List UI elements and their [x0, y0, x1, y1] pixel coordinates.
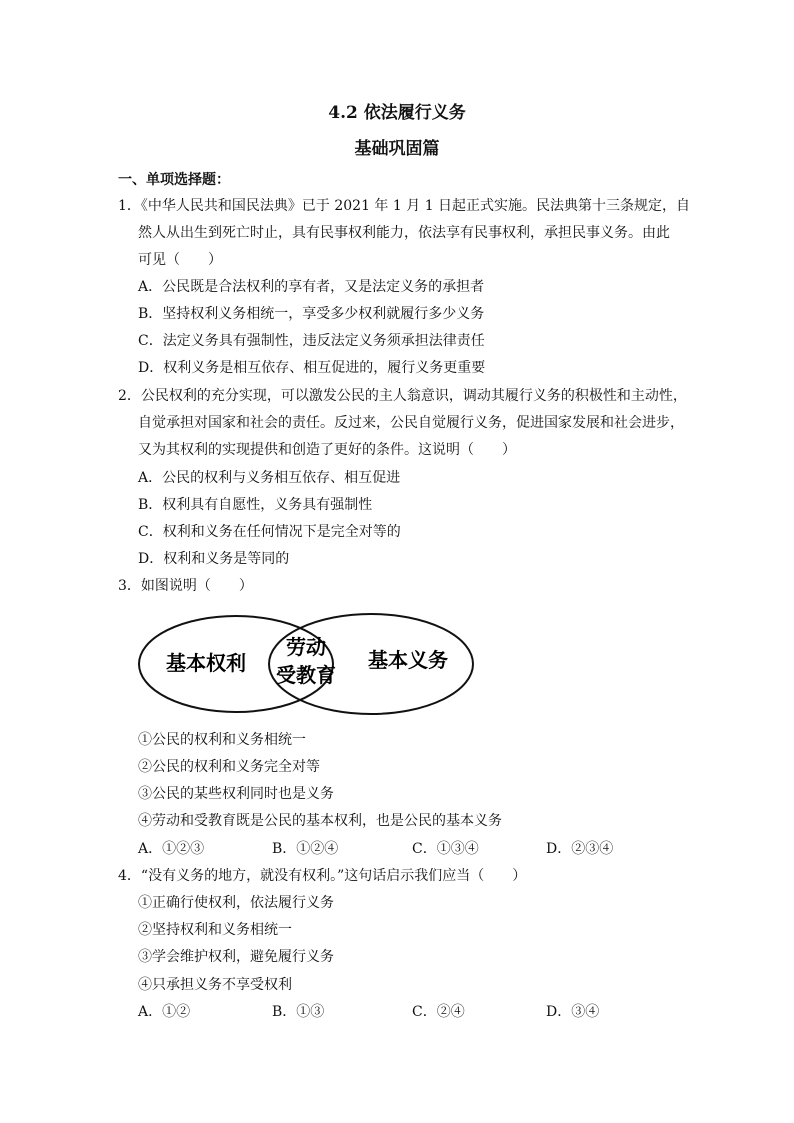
question-3-statement-1: ①公民的权利和义务相统一	[138, 732, 306, 748]
question-3-stem: 3．如图说明（ ）	[118, 578, 253, 594]
question-1-option-a: A．公民既是合法权利的享有者，又是法定义务的承担者	[138, 279, 485, 295]
question-2-option-c: C．权利和义务在任何情况下是完全对等的	[138, 524, 401, 540]
question-4-choice-c: C．②④	[412, 1004, 465, 1020]
question-4-stem: 4．“没有义务的地方，就没有权利。”这句话启示我们应当（ ）	[118, 868, 527, 884]
page-title: 4.2 依法履行义务	[328, 103, 466, 123]
question-2-stem-line-2: 自觉承担对国家和社会的责任。反过来，公民自觉履行义务，促进国家发展和社会进步，	[138, 415, 684, 431]
question-2-option-b: B．权利具有自愿性，义务具有强制性	[138, 497, 373, 513]
question-3-statement-4: ④劳动和受教育既是公民的基本权利，也是公民的基本义务	[138, 813, 502, 829]
question-1-option-c: C．法定义务具有强制性，违反法定义务须承担法律责任	[138, 333, 485, 349]
venn-diagram	[136, 612, 476, 716]
question-3-statement-2: ②公民的权利和义务完全对等	[138, 759, 320, 775]
venn-center-top-label: 劳动	[286, 635, 326, 659]
question-3-choice-d: D．②③④	[546, 841, 614, 857]
question-4-statement-1: ①正确行使权利，依法履行义务	[138, 895, 334, 911]
question-2-option-a: A．公民的权利与义务相互依存、相互促进	[138, 470, 401, 486]
question-4-choice-a: A．①②	[138, 1004, 191, 1020]
question-4-statement-4: ④只承担义务不享受权利	[138, 977, 292, 993]
question-1-option-d: D．权利义务是相互依存、相互促进的，履行义务更重要	[138, 360, 486, 376]
venn-center-bottom-label: 受教育	[276, 663, 336, 687]
question-1-stem-line-1: 1．《中华人民共和国民法典》已于 2021 年 1 月 1 日起正式实施。民法典第十三条规定，自	[118, 198, 691, 214]
question-4-choice-d: D．③④	[546, 1004, 600, 1020]
section-heading: 一、单项选择题：	[118, 172, 230, 188]
venn-left-label: 基本权利	[166, 651, 246, 675]
venn-right-label: 基本义务	[368, 648, 448, 672]
question-3-statement-3: ③公民的某些权利同时也是义务	[138, 786, 334, 802]
question-4-choice-b: B．①③	[272, 1004, 325, 1020]
question-1-stem-line-2: 然人从出生到死亡时止，具有民事权利能力，依法享有民事权利，承担民事义务。由此	[138, 225, 670, 241]
question-3-choice-b: B．①②④	[272, 841, 339, 857]
question-2-option-d: D．权利和义务是等同的	[138, 551, 290, 567]
question-3-choice-c: C．①③④	[412, 841, 479, 857]
question-1-stem-line-3: 可见（ ）	[138, 252, 222, 268]
question-4-statement-2: ②坚持权利和义务相统一	[138, 922, 292, 938]
question-2-stem-line-3: 又为其权利的实现提供和创造了更好的条件。这说明（ ）	[138, 442, 516, 458]
question-4-statement-3: ③学会维护权利，避免履行义务	[138, 949, 334, 965]
page-subtitle: 基础巩固篇	[354, 139, 440, 159]
question-2-stem-line-1: 2．公民权利的充分实现，可以激发公民的主人翁意识，调动其履行义务的积极性和主动性，	[118, 388, 687, 404]
question-1-option-b: B．坚持权利义务相统一，享受多少权利就履行多少义务	[138, 306, 485, 322]
question-3-choice-a: A．①②③	[138, 841, 205, 857]
